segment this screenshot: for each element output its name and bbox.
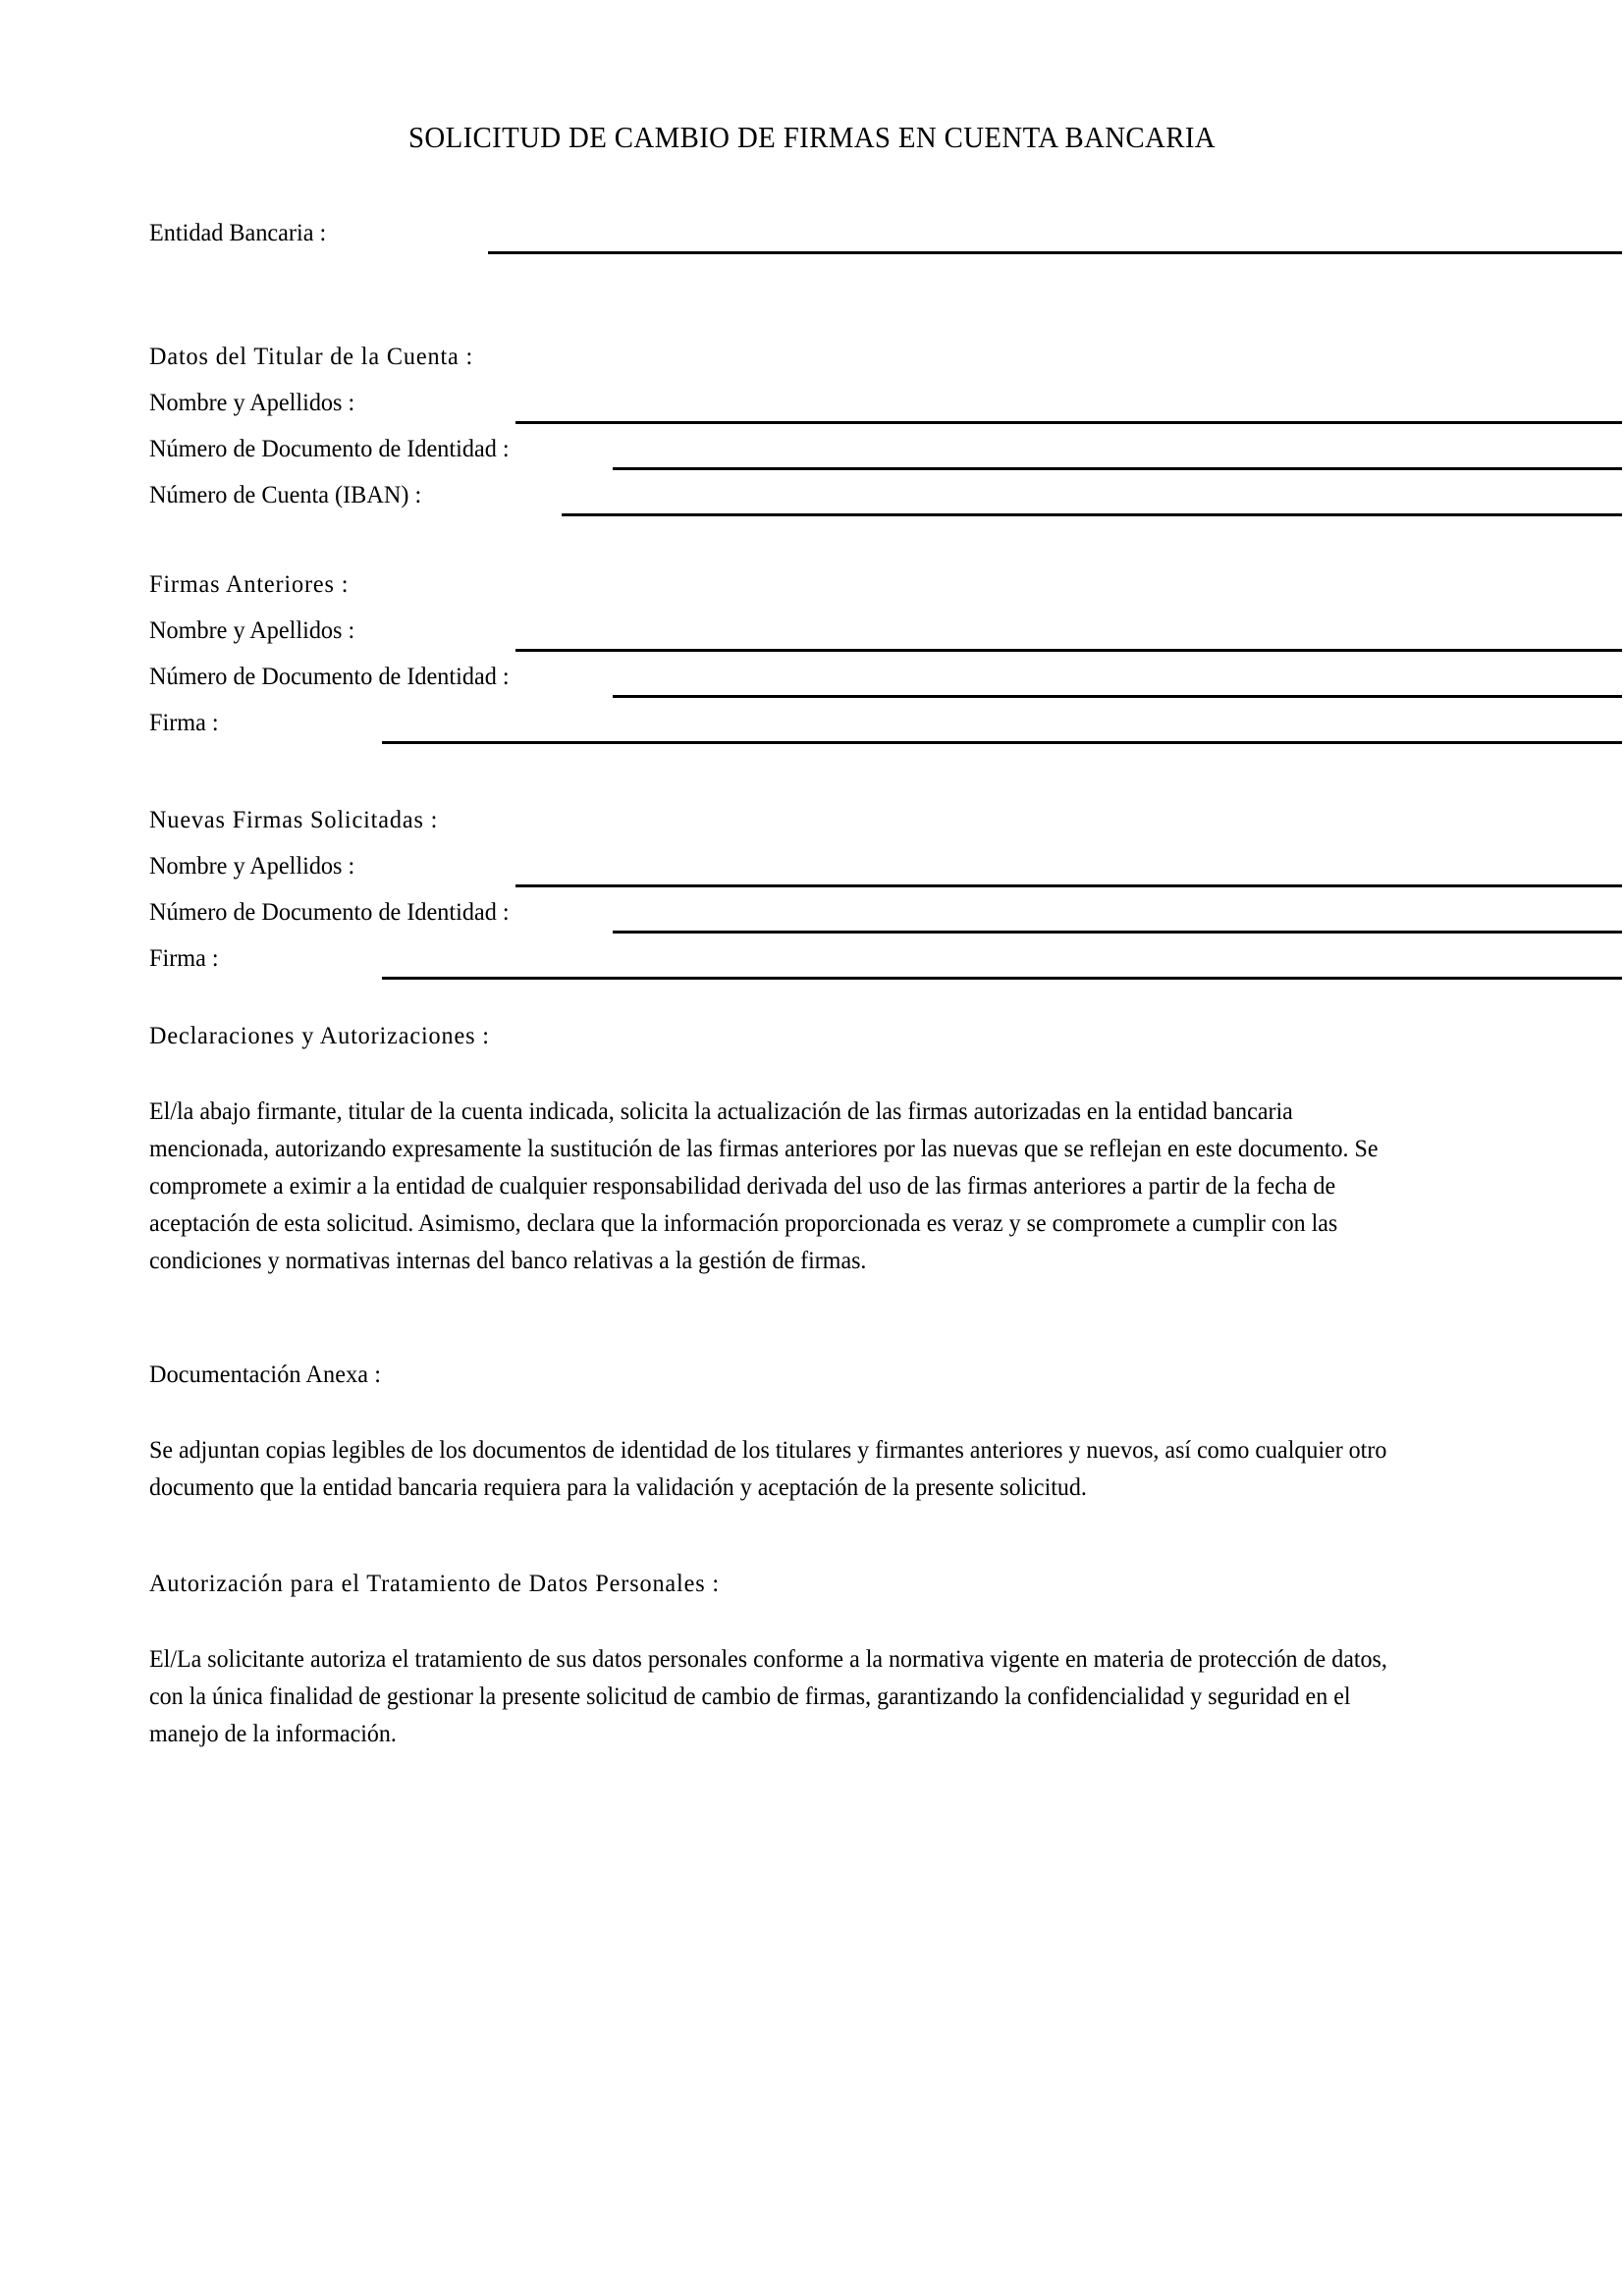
input-line-anterior-nombre[interactable] [515,649,1622,652]
input-line-titular-nombre[interactable] [515,421,1622,424]
section-heading-datos-personales: Autorización para el Tratamiento de Datos Personales : [149,1569,721,1597]
label-anterior-firma: Firma : [149,708,219,736]
field-row-anterior-firma [149,708,1485,754]
label-nueva-documento: Número de Documento de Identidad : [149,897,510,926]
section-heading-datos-titular: Datos del Titular de la Cuenta : [149,342,474,370]
heading-row-datos-titular [149,342,1485,388]
page-title: SOLICITUD DE CAMBIO DE FIRMAS EN CUENTA BANCARIA [407,120,1217,154]
input-line-nueva-documento[interactable] [613,931,1622,934]
declarations-section [149,1021,1485,1280]
input-line-nueva-nombre[interactable] [515,884,1622,887]
annexed-documentation-body-text: Se adjuntan copias legibles de los documentos de identidad de los titulares y firmantes anteriores y nuevos, así como cualquier otro documento que la entidad bancaria requiera para la validación y aceptación de la presente solicitud. [149,1437,1387,1501]
field-row-entidad-bancaria [149,218,1485,264]
label-titular-nombre: Nombre y Apellidos : [149,388,355,416]
field-row-titular-nombre [149,388,1485,434]
field-row-anterior-documento [149,662,1485,708]
label-nueva-firma: Firma : [149,943,219,972]
heading-row-firmas-anteriores [149,569,1485,615]
label-titular-iban: Número de Cuenta (IBAN) : [149,480,422,508]
input-line-entidad-bancaria[interactable] [488,251,1622,254]
section-heading-firmas-anteriores: Firmas Anteriores : [149,569,350,598]
section-heading-documentacion-anexa: Documentación Anexa : [149,1360,382,1388]
label-nueva-nombre: Nombre y Apellidos : [149,851,355,880]
field-row-nueva-documento [149,897,1485,943]
input-line-titular-iban[interactable] [562,513,1622,516]
field-row-nueva-nombre [149,851,1485,897]
input-line-anterior-firma[interactable] [382,741,1622,744]
previous-signatures-section [149,569,1485,754]
section-heading-declaraciones: Declaraciones y Autorizaciones : [149,1021,490,1049]
annexed-documentation-section [149,1360,1485,1507]
holder-section [149,342,1485,526]
input-line-nueva-firma[interactable] [382,977,1622,980]
new-signatures-section [149,805,1485,989]
input-line-titular-documento[interactable] [613,467,1622,470]
data-protection-body-text: El/La solicitante autoriza el tratamiento de sus datos personales conforme a la normativa vigente en materia de protección de datos, con la única finalidad de gestionar la presente solicitud de cambio de firmas, garantizando la confidencialidad y seguridad en el manejo de la información. [149,1646,1387,1747]
heading-row-nuevas-firmas [149,805,1485,851]
field-row-titular-iban [149,480,1485,526]
label-anterior-documento: Número de Documento de Identidad : [149,662,510,690]
field-row-anterior-nombre [149,615,1485,662]
label-titular-documento: Número de Documento de Identidad : [149,434,510,462]
declarations-body-text: El/la abajo firmante, titular de la cuenta indicada, solicita la actualización de las firmas autorizadas en la entidad bancaria mencionada, autorizando expresamente la sustitución de las firmas anteriores por las nuevas que se reflejan en este documento. Se compromete a eximir a la entidad de cualquier responsabilidad derivada del uso de las firmas anteriores a partir de la fecha de aceptación de esta solicitud. Asimismo, declara que la información proporcionada es veraz y se compromete a cumplir con las condiciones y normativas internas del banco relativas a la gestión de firmas. [149,1098,1379,1274]
section-heading-nuevas-firmas: Nuevas Firmas Solicitadas : [149,805,439,833]
field-row-titular-documento [149,434,1485,480]
label-anterior-nombre: Nombre y Apellidos : [149,615,355,644]
input-line-anterior-documento[interactable] [613,695,1622,698]
data-protection-section [149,1569,1485,1753]
label-entidad-bancaria: Entidad Bancaria : [149,218,327,246]
entity-section [149,218,1485,264]
field-row-nueva-firma [149,943,1485,989]
